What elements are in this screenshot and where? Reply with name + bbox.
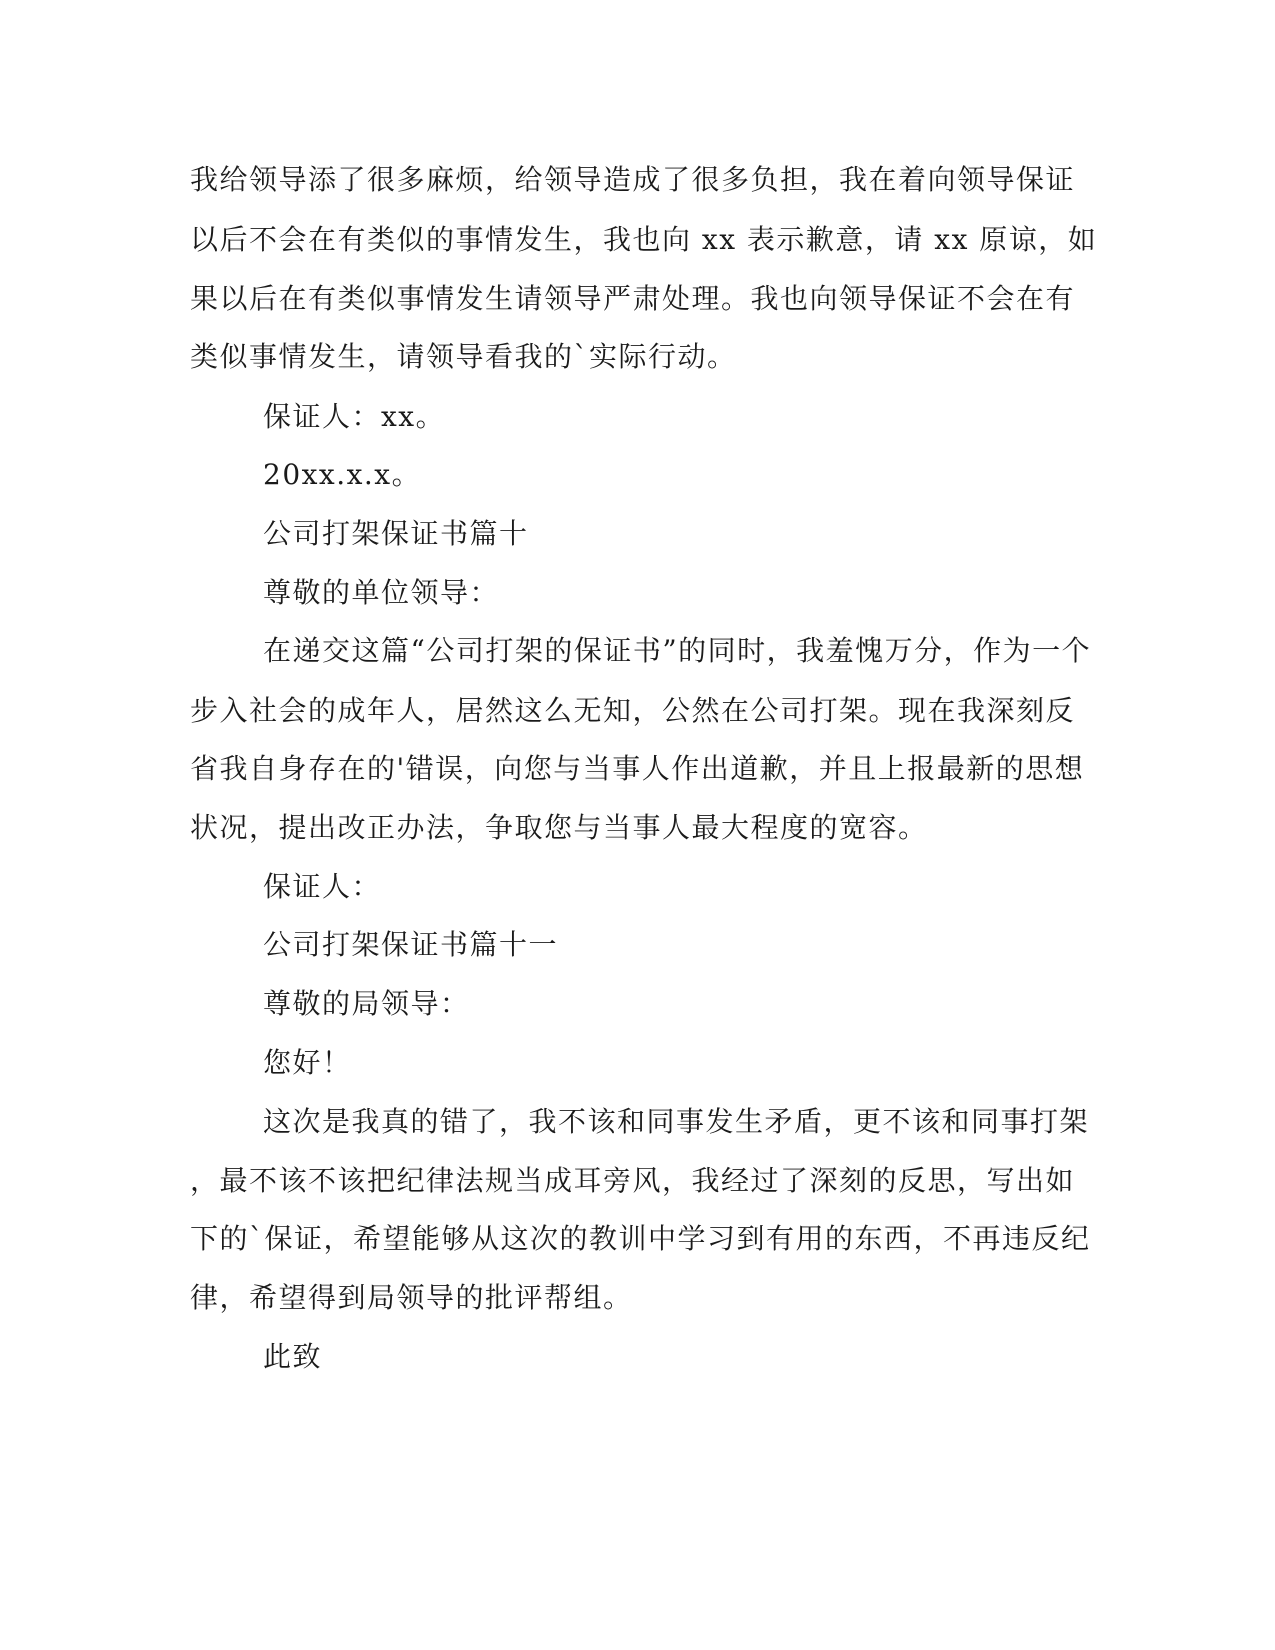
body-line: 我给领导添了很多麻烦，给领导造成了很多负担，我在着向领导保证 [190,163,1076,196]
body-line: 果以后在有类似事情发生请领导严肃处理。我也向领导保证不会在有 [190,282,1076,315]
closing-line: 此致 [263,1340,323,1373]
guarantor-line: 保证人：xx。 [263,400,446,433]
body-line: ，最不该不该把纪律法规当成耳旁风，我经过了深刻的反思，写出如 [190,1164,1076,1197]
body-line: 在递交这篇“公司打架的保证书”的同时，我羞愧万分，作为一个 [263,634,1092,667]
body-line: 以后不会在有类似的事情发生，我也向 xx 表示歉意，请 xx 原谅，如 [190,223,1098,256]
salutation: 尊敬的单位领导： [263,576,500,609]
salutation: 尊敬的局领导： [263,987,470,1020]
date-line: 20xx.x.x。 [263,458,422,491]
section-title: 公司打架保证书篇十一 [263,928,559,961]
section-title: 公司打架保证书篇十 [263,517,529,550]
body-line: 类似事情发生，请领导看我的`实际行动。 [190,340,737,373]
guarantor-line: 保证人： [263,870,382,903]
greeting: 您好！ [263,1046,352,1079]
body-line: 步入社会的成年人，居然这么无知，公然在公司打架。现在我深刻反 [190,694,1076,727]
body-line: 省我自身存在的'错误，向您与当事人作出道歉，并且上报最新的思想 [190,752,1085,785]
body-line: 下的`保证，希望能够从这次的教训中学习到有用的东西，不再违反纪 [190,1222,1091,1255]
body-line: 律，希望得到局领导的批评帮组。 [190,1281,633,1314]
body-line: 状况，提出改正办法，争取您与当事人最大程度的宽容。 [190,811,928,844]
body-line: 这次是我真的错了，我不该和同事发生矛盾，更不该和同事打架 [263,1105,1090,1138]
